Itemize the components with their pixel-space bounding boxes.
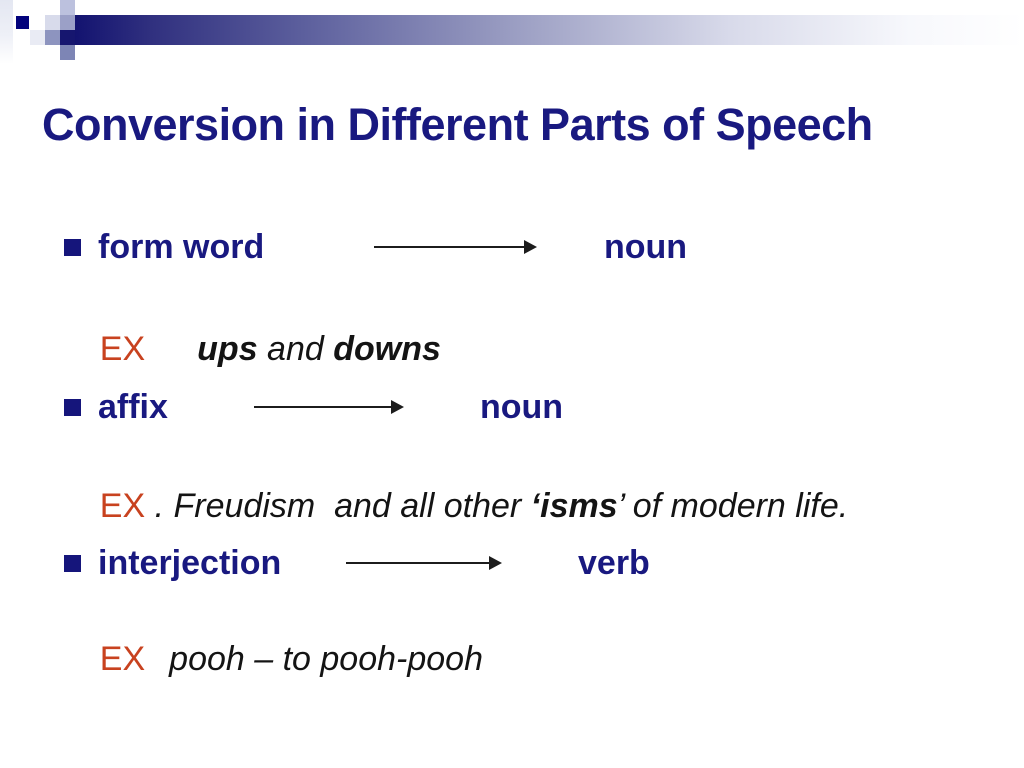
deco-square-pale xyxy=(30,30,45,45)
example-row-pooh xyxy=(62,590,483,728)
bullet-row-interjection xyxy=(0,540,1024,586)
arrow-shaft xyxy=(254,406,393,408)
target-label: noun xyxy=(604,228,688,266)
arrow-head xyxy=(489,556,502,570)
target-label: verb xyxy=(578,544,650,582)
banner-bar-step xyxy=(60,30,75,45)
arrow-shaft xyxy=(346,562,491,564)
square-bullet-icon xyxy=(64,399,81,416)
bullet-row-affix xyxy=(0,384,1024,430)
deco-square-periwinkle xyxy=(60,0,75,15)
right-arrow-icon xyxy=(346,556,502,570)
example-label: EX xyxy=(99,487,146,525)
square-bullet-icon xyxy=(64,555,81,572)
example-text-bold: downs xyxy=(333,330,441,368)
example-text-bold: ‘isms xyxy=(530,487,618,525)
arrow-head xyxy=(524,240,537,254)
banner-gradient-bar xyxy=(75,15,1024,45)
arrow-shaft xyxy=(374,246,526,248)
example-text: and xyxy=(257,330,334,368)
example-label: EX xyxy=(99,640,146,678)
deco-square-medium-lavender xyxy=(60,15,75,30)
deco-square-light-lavender xyxy=(45,15,60,30)
bullet-row-form-word xyxy=(0,224,1024,270)
example-text: pooh – to pooh-pooh xyxy=(169,640,483,678)
right-arrow-icon xyxy=(374,240,537,254)
deco-square-slate xyxy=(45,30,60,45)
target-label: noun xyxy=(480,388,564,426)
term-label: interjection xyxy=(98,544,282,582)
example-label: EX xyxy=(99,330,146,368)
example-text-bold: ups xyxy=(197,330,258,368)
term-label: form word xyxy=(98,228,265,266)
deco-square-slate-lower xyxy=(60,45,75,60)
square-bullet-icon xyxy=(64,239,81,256)
term-label: affix xyxy=(98,388,168,426)
example-text: ’ of modern life. xyxy=(617,487,849,525)
left-edge-fade xyxy=(0,0,13,64)
arrow-head xyxy=(391,400,404,414)
deco-square-navy xyxy=(16,16,29,29)
example-text: . Freudism and all other xyxy=(145,487,531,525)
right-arrow-icon xyxy=(254,400,404,414)
slide-title: Conversion in Different Parts of Speech xyxy=(42,99,873,150)
